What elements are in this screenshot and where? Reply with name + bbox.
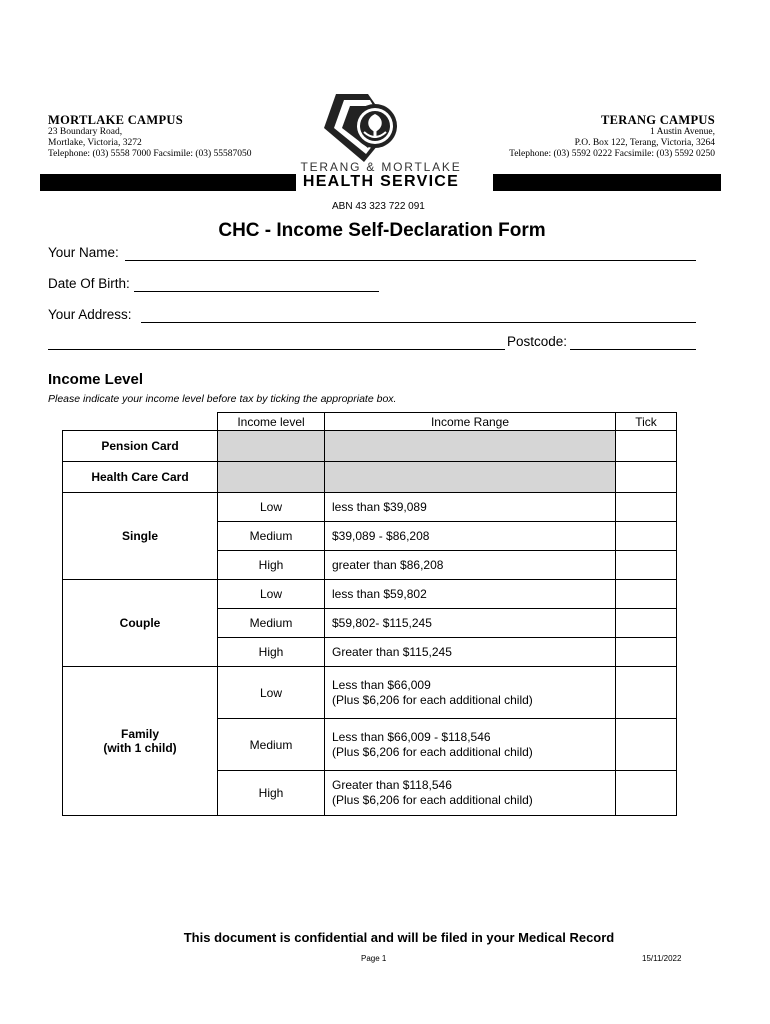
family-medium-range-line2: (Plus $6,206 for each additional child) <box>332 744 533 759</box>
pension-card-label: Pension Card <box>63 431 218 462</box>
family-low-range <box>325 667 616 719</box>
couple-low-level: Low <box>218 580 325 609</box>
health-care-card-label: Health Care Card <box>63 462 218 493</box>
family-low-level: Low <box>218 667 325 719</box>
address-label: Your Address: <box>48 307 132 322</box>
couple-high-level: High <box>218 638 325 667</box>
postcode-field[interactable] <box>570 349 696 350</box>
tick-box-couple-medium[interactable] <box>616 609 677 638</box>
couple-medium-level: Medium <box>218 609 325 638</box>
income-table <box>62 412 677 816</box>
logo-text-line1: TERANG & MORTLAKE <box>300 160 462 174</box>
postcode-label: Postcode: <box>507 334 568 349</box>
logo-text-line2: HEALTH SERVICE <box>302 173 460 190</box>
dob-field[interactable] <box>134 291 379 292</box>
abn-number: ABN 43 323 722 091 <box>332 201 425 212</box>
col-income-range: Income Range <box>325 413 616 431</box>
terang-phone: Telephone: (03) 5592 0222 Facsimile: (03) 5592 0250 <box>509 149 715 159</box>
tick-box-single-medium[interactable] <box>616 522 677 551</box>
table-corner <box>63 413 218 431</box>
terang-campus-title: TERANG CAMPUS <box>601 113 715 127</box>
family-low-range-line2: (Plus $6,206 for each additional child) <box>332 692 533 707</box>
document-date: 15/11/2022 <box>642 954 682 963</box>
tick-box-couple-high[interactable] <box>616 638 677 667</box>
family-medium-range <box>325 719 616 771</box>
form-title: CHC - Income Self-Declaration Form <box>218 220 546 241</box>
confidentiality-note: This document is confidential and will be filed in your Medical Record <box>183 930 615 945</box>
single-medium-level: Medium <box>218 522 325 551</box>
couple-low-range: less than $59,802 <box>325 580 616 609</box>
income-instruction: Please indicate your income level before tax by ticking the appropriate box. <box>48 393 397 405</box>
tick-box-family-medium[interactable] <box>616 719 677 771</box>
single-low-range: less than $39,089 <box>325 493 616 522</box>
family-low-range-line1: Less than $66,009 <box>332 677 431 692</box>
tick-box-family-low[interactable] <box>616 667 677 719</box>
tick-box-health-care[interactable] <box>616 462 677 493</box>
tick-box-pension[interactable] <box>616 431 677 462</box>
family-medium-level: Medium <box>218 719 325 771</box>
col-income-level: Income level <box>218 413 325 431</box>
healthcare-level-shaded <box>218 462 325 493</box>
pension-level-shaded <box>218 431 325 462</box>
page-number: Page 1 <box>361 954 387 963</box>
family-medium-range-line1: Less than $66,009 - $118,546 <box>332 729 491 744</box>
pension-range-shaded <box>325 431 616 462</box>
address-field-line1[interactable] <box>141 322 696 323</box>
header-bar-right <box>493 174 721 191</box>
mortlake-campus-title: MORTLAKE CAMPUS <box>48 113 183 127</box>
address-field-line2[interactable] <box>48 349 505 350</box>
name-label: Your Name: <box>48 245 119 260</box>
tick-box-family-high[interactable] <box>616 771 677 816</box>
mortlake-address-line2: Mortlake, Victoria, 3272 <box>48 138 142 148</box>
family-high-range-line2: (Plus $6,206 for each additional child) <box>332 793 533 807</box>
family-label-line1: Family <box>120 727 159 741</box>
family-high-range <box>325 771 616 816</box>
mortlake-phone: Telephone: (03) 5558 7000 Facsimile: (03) 55587050 <box>48 149 252 159</box>
single-low-level: Low <box>218 493 325 522</box>
terang-address-line1: 1 Austin Avenue, <box>649 127 715 137</box>
family-high-range-line1: Greater than $118,546 <box>332 778 452 792</box>
family-label <box>63 667 218 816</box>
family-high-level: High <box>218 771 325 816</box>
health-service-logo-icon <box>320 88 410 168</box>
healthcare-range-shaded <box>325 462 616 493</box>
family-label-line2: (with 1 child) <box>103 741 177 755</box>
tick-box-single-high[interactable] <box>616 551 677 580</box>
mortlake-address-line1: 23 Boundary Road, <box>48 127 123 137</box>
tick-box-single-low[interactable] <box>616 493 677 522</box>
name-field[interactable] <box>125 260 696 261</box>
income-level-heading: Income Level <box>48 371 144 388</box>
tick-box-couple-low[interactable] <box>616 580 677 609</box>
terang-address-line2: P.O. Box 122, Terang, Victoria, 3264 <box>574 138 715 148</box>
single-high-level: High <box>218 551 325 580</box>
dob-label: Date Of Birth: <box>48 276 130 291</box>
couple-high-range: Greater than $115,245 <box>325 638 616 667</box>
couple-label: Couple <box>63 580 218 667</box>
single-high-range: greater than $86,208 <box>325 551 616 580</box>
header-bar-left <box>40 174 296 191</box>
couple-medium-range: $59,802- $115,245 <box>325 609 616 638</box>
col-tick: Tick <box>616 413 677 431</box>
single-label: Single <box>63 493 218 580</box>
single-medium-range: $39,089 - $86,208 <box>325 522 616 551</box>
